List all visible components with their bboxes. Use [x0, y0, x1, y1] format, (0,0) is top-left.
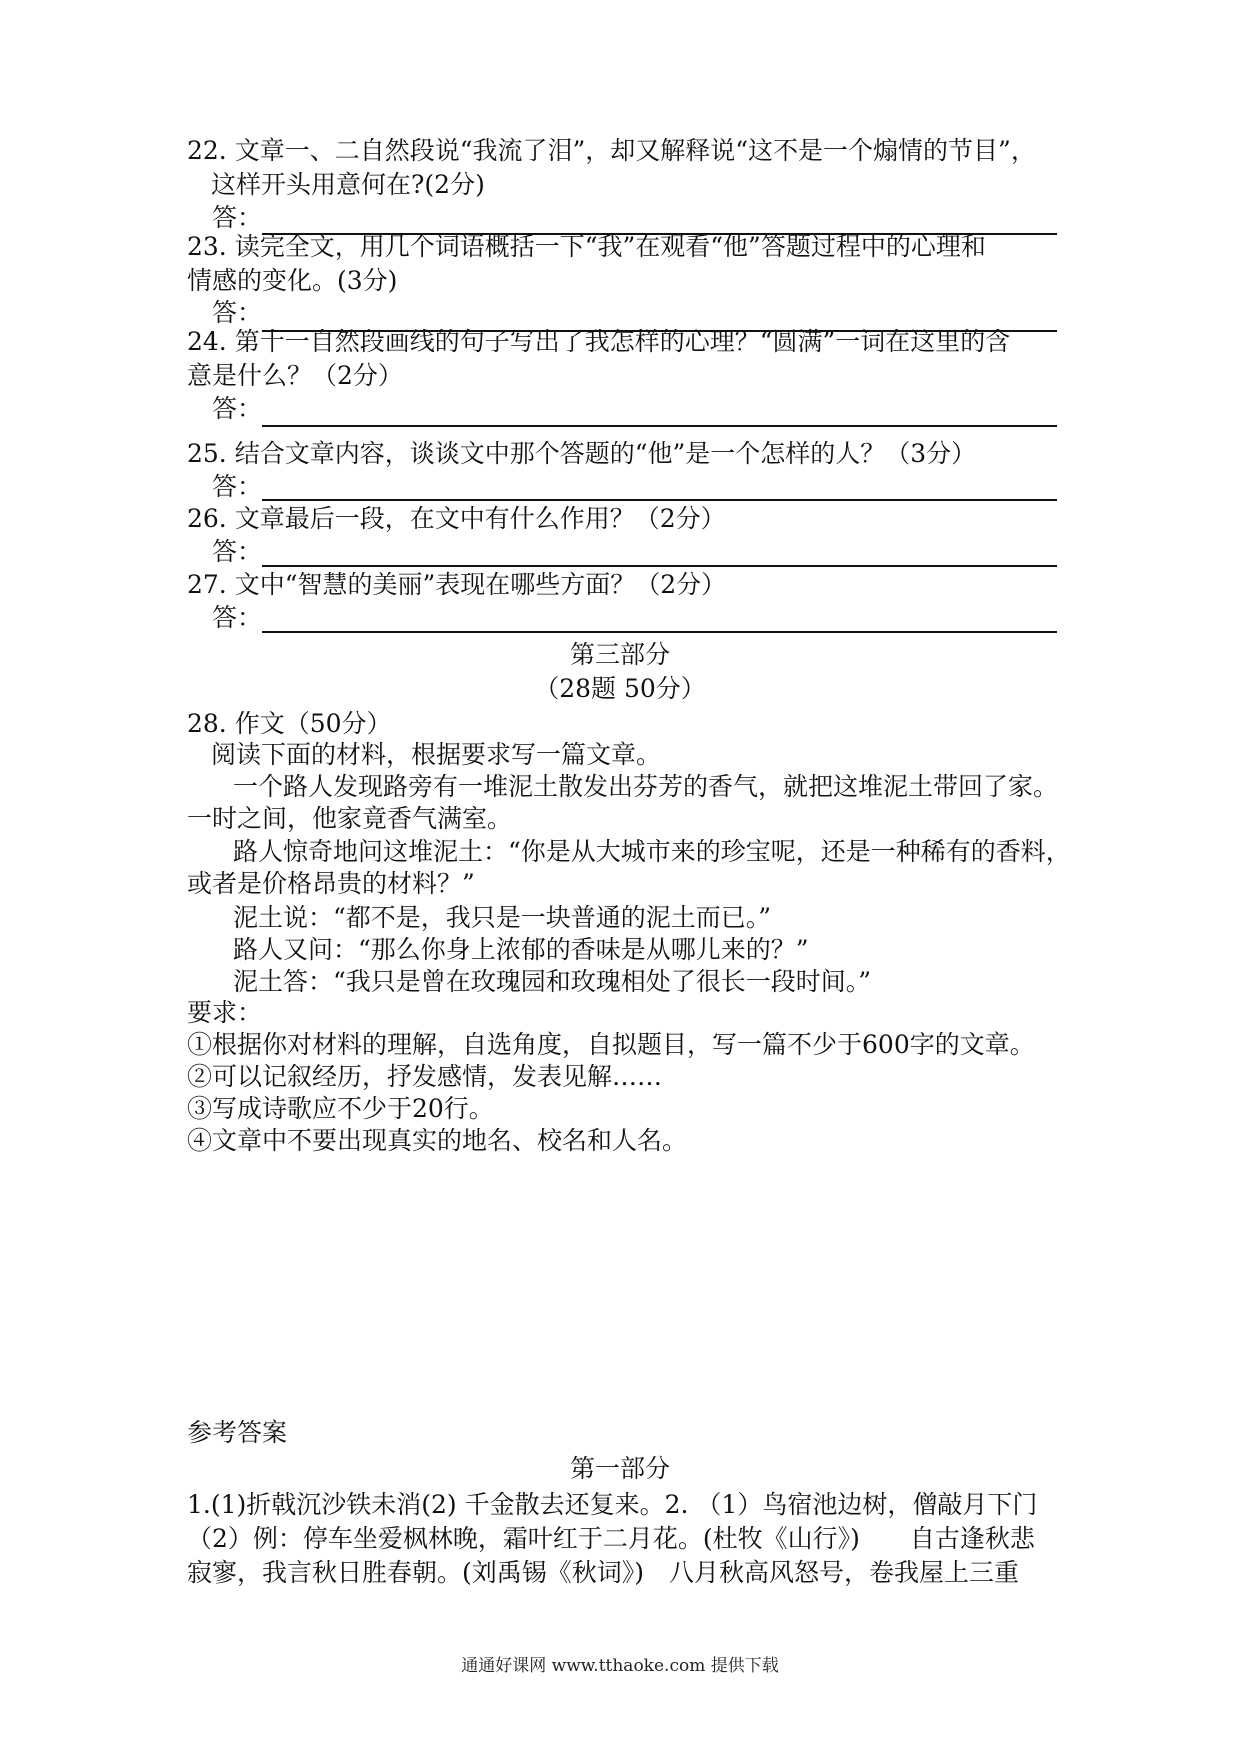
essay-material-line: 路人又问：“那么你身上浓郁的香味是从哪儿来的？”	[233, 935, 809, 964]
answer-line-27[interactable]	[262, 606, 1057, 633]
question-22-line1: 22. 文章一、二自然段说“我流了泪”，却又解释说“这不是一个煽情的节目”，	[187, 136, 1036, 165]
question-26	[187, 502, 726, 536]
question-27-line1: 27. 文中“智慧的美丽”表现在哪些方面？（2分）	[187, 570, 727, 599]
essay-material-line: 一个路人发现路旁有一堆泥土散发出芬芳的香气，就把这堆泥土带回了家。	[233, 772, 1059, 801]
answer-label-24: 答：	[212, 394, 263, 423]
requirements-label: 要求：	[187, 998, 263, 1027]
question-25-line1: 25. 结合文章内容，谈谈文中那个答题的“他”是一个怎样的人？（3分）	[187, 439, 977, 468]
question-24-line2: 意是什么？（2分）	[187, 361, 403, 390]
question-23-line2: 情感的变化。(3分)	[187, 266, 398, 295]
question-24	[187, 325, 1010, 393]
reference-line: 寂寥，我言秋日胜春朝。(刘禹锡《秋词》) 八月秋高风怒号，卷我屋上三重	[187, 1558, 1020, 1587]
question-23-line1: 23. 读完全文，用几个词语概括一下“我”在观看“他”答题过程中的心理和	[187, 232, 986, 261]
question-22	[187, 134, 1036, 202]
reference-part1-title: 第一部分	[569, 1454, 670, 1483]
essay-instruction: 阅读下面的材料，根据要求写一篇文章。	[211, 740, 662, 769]
part3-subtitle: （28题 50分）	[534, 674, 706, 703]
answer-label-23: 答：	[212, 298, 263, 327]
essay-material-line: 泥土答：“我只是曾在玫瑰园和玫瑰相处了很长一段时间。”	[233, 967, 872, 996]
answer-label-27: 答：	[212, 603, 263, 632]
answer-label-25: 答：	[212, 472, 263, 501]
question-23	[187, 230, 986, 298]
question-27	[187, 568, 726, 602]
requirement-item: ④文章中不要出现真实的地名、校名和人名。	[187, 1126, 688, 1155]
essay-heading: 28. 作文（50分）	[187, 709, 392, 738]
essay-material-line: 路人惊奇地问这堆泥土：“你是从大城市来的珍宝呢，还是一种稀有的香料，	[233, 837, 1071, 866]
requirement-item: ①根据你对材料的理解，自选角度，自拟题目，写一篇不少于600字的文章。	[187, 1030, 1035, 1059]
answer-label-22: 答：	[212, 203, 263, 232]
answer-label-26: 答：	[212, 537, 263, 566]
answer-line-25[interactable]	[262, 474, 1057, 501]
requirement-item: ③写成诗歌应不少于20行。	[187, 1094, 494, 1123]
question-25	[187, 437, 976, 471]
reference-line: （2）例：停车坐爱枫林晚，霜叶红于二月花。(杜牧《山行》) 自古逢秋悲	[187, 1524, 1035, 1553]
answer-line-26[interactable]	[262, 540, 1057, 567]
question-24-line1: 24. 第十一自然段画线的句子写出了我怎样的心理？“圆满”一词在这里的含	[187, 327, 1011, 356]
part3-title: 第三部分	[569, 640, 670, 669]
question-26-line1: 26. 文章最后一段，在文中有什么作用？（2分）	[187, 504, 726, 533]
essay-material-line: 一时之间，他家竟香气满室。	[187, 804, 513, 833]
requirement-item: ②可以记叙经历，抒发感情，发表见解……	[187, 1062, 663, 1091]
essay-material-line: 或者是价格昂贵的材料？”	[187, 869, 475, 898]
answer-line-24[interactable]	[262, 400, 1057, 427]
reference-line: 1.(1)折戟沉沙铁未消(2) 千金散去还复来。2. （1）鸟宿池边树，僧敲月下门	[187, 1490, 1038, 1519]
question-22-line2: 这样开头用意何在?(2分)	[211, 170, 485, 199]
reference-title: 参考答案	[187, 1418, 288, 1447]
essay-material-line: 泥土说：“都不是，我只是一块普通的泥土而已。”	[233, 903, 772, 932]
footer: 通通好课网 www.tthaoke.com 提供下载	[461, 1656, 779, 1676]
